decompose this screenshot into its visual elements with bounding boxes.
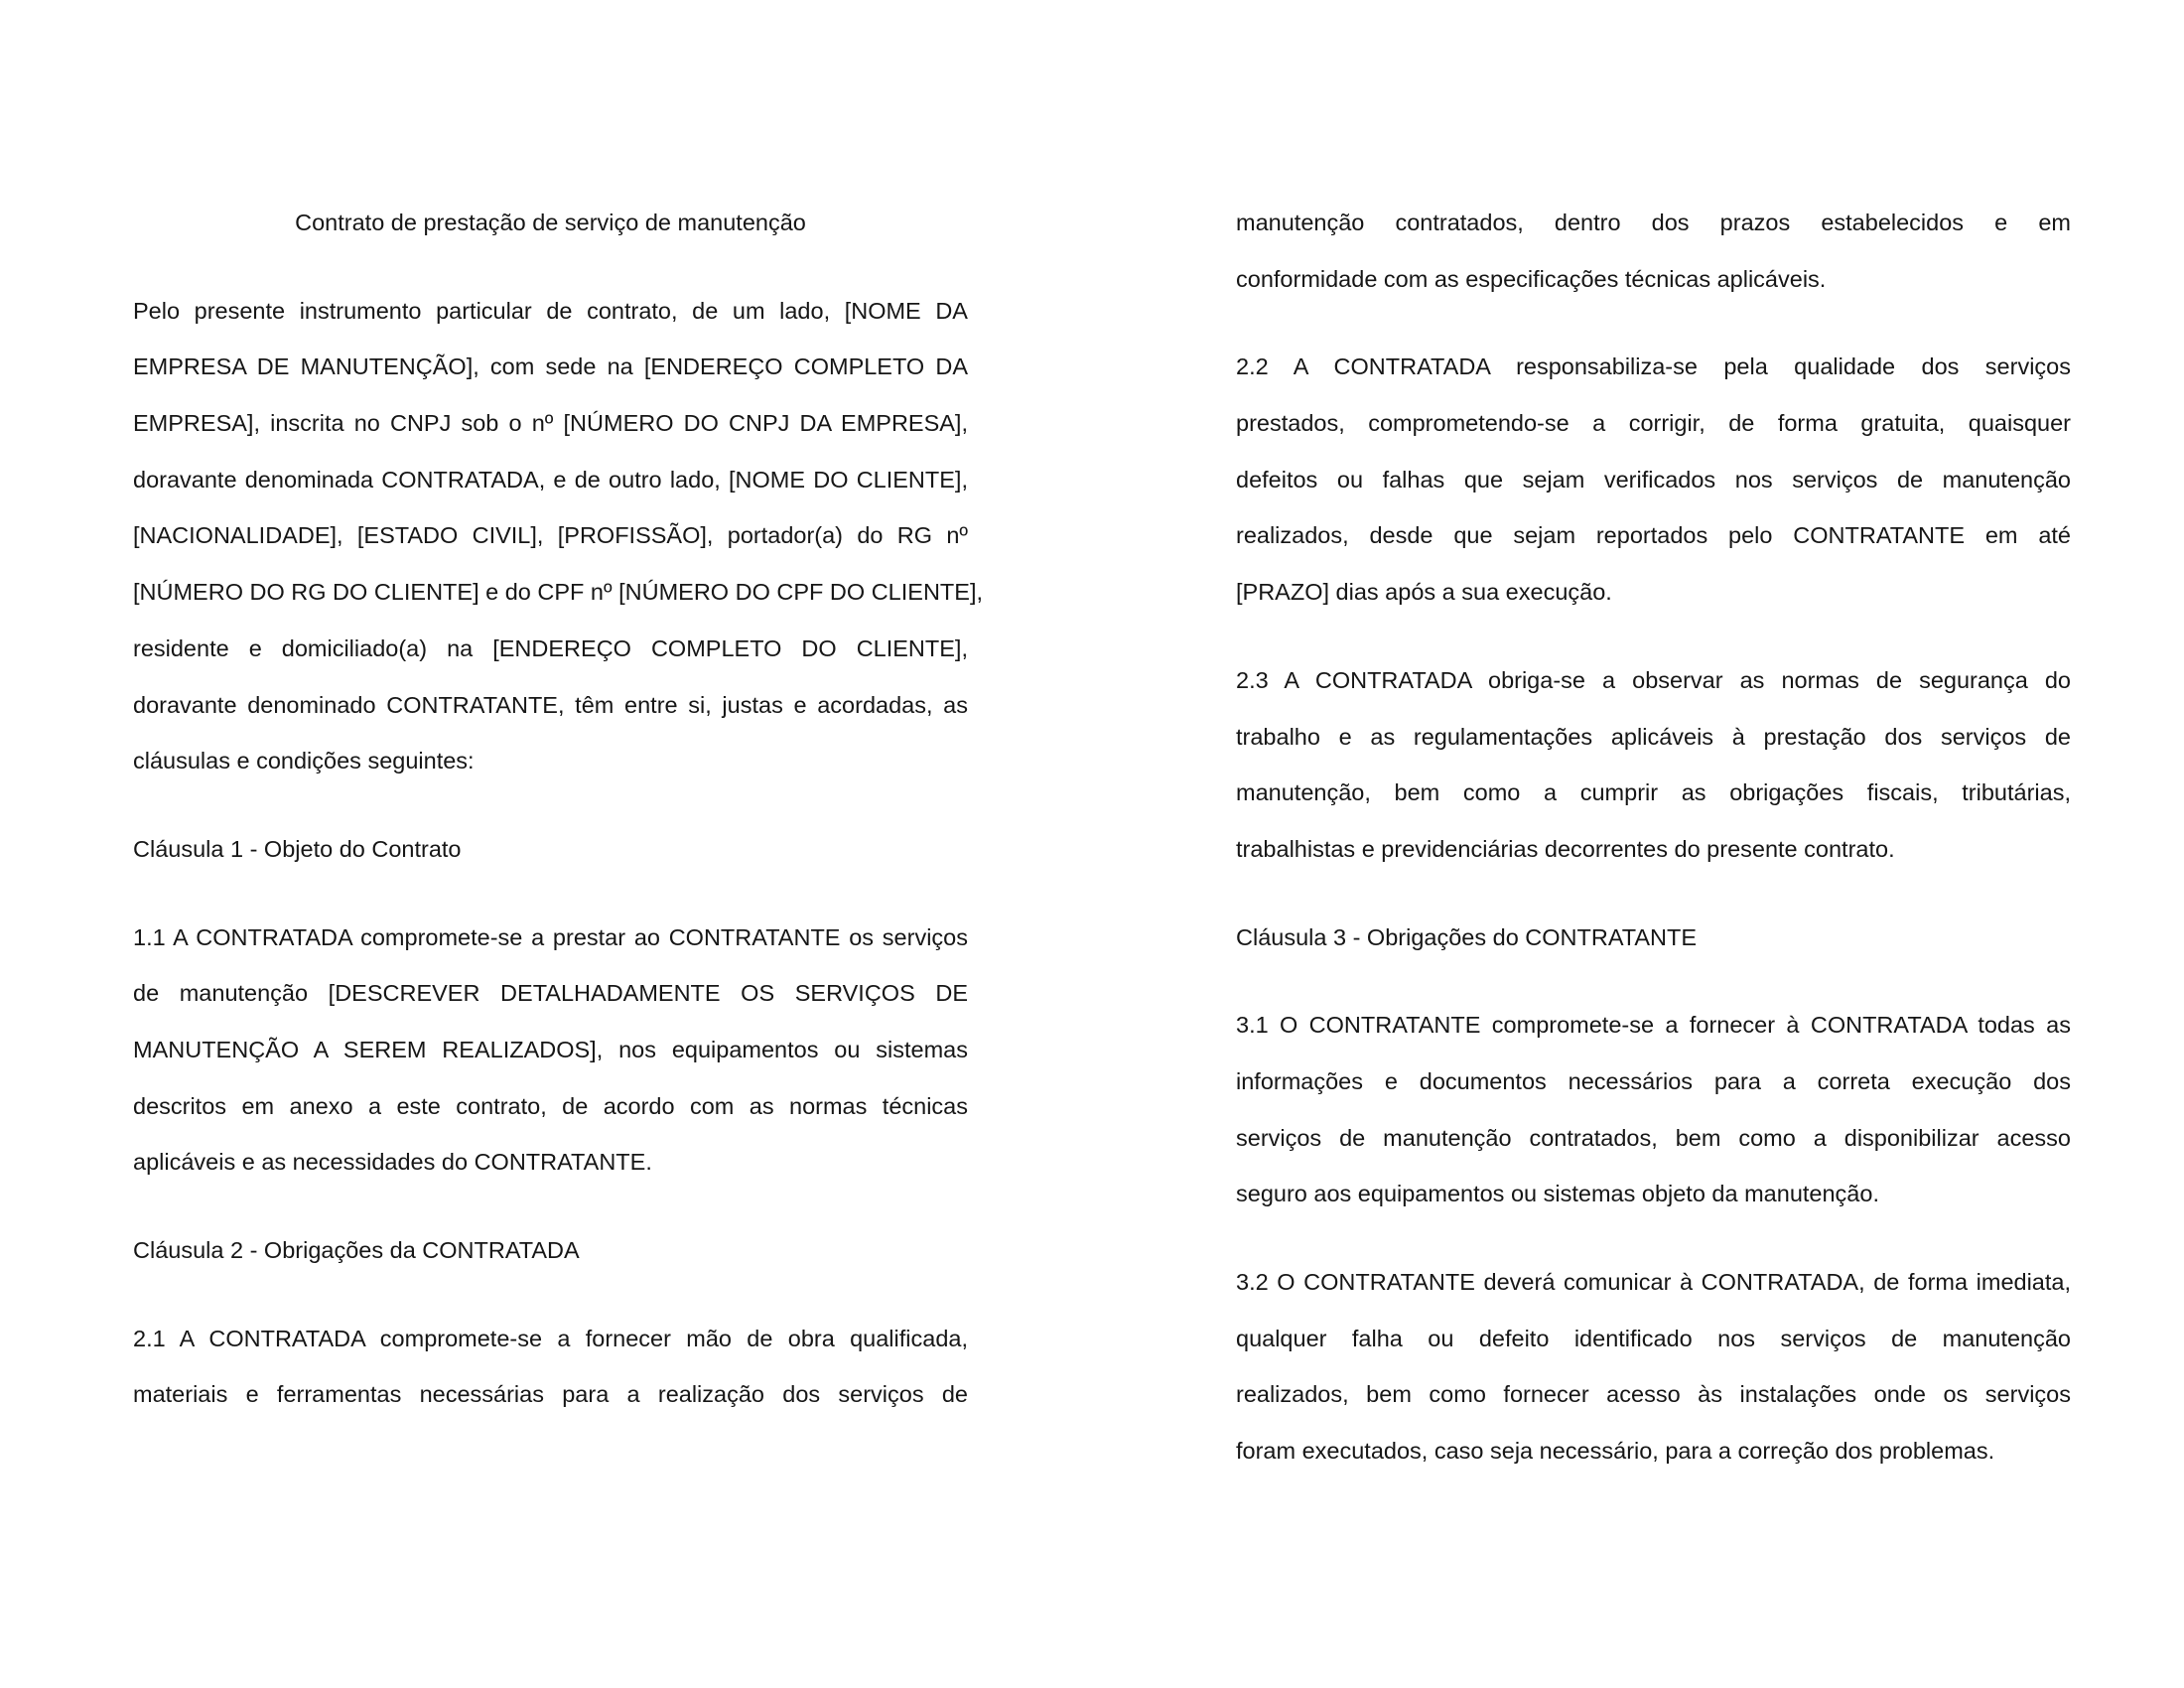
paragraph	[1236, 652, 2071, 878]
text-line: trabalho e as regulamentações aplicáveis à prestação dos serviços de	[1236, 723, 2071, 750]
text-line: EMPRESA], inscrita no CNPJ sob o nº [NÚMERO DO CNPJ DA EMPRESA],	[133, 410, 968, 437]
text-line: Pelo presente instrumento particular de contrato, de um lado, [NOME DA	[133, 297, 968, 324]
paragraph	[1236, 339, 2071, 620]
text-line: materiais e ferramentas necessárias para a realização dos serviços de	[133, 1381, 968, 1408]
text-line: realizados, bem como fornecer acesso às instalações onde os serviços	[1236, 1381, 2071, 1408]
text-line: aplicáveis e as necessidades do CONTRATANTE.	[133, 1149, 652, 1176]
text-line: [NACIONALIDADE], [ESTADO CIVIL], [PROFISSÃO], portador(a) do RG nº	[133, 522, 968, 549]
text-line: residente e domiciliado(a) na [ENDEREÇO COMPLETO DO CLIENTE],	[133, 634, 968, 661]
text-line: 2.1 A CONTRATADA compromete-se a fornecer mão de obra qualificada,	[133, 1325, 968, 1351]
text-line: de manutenção [DESCREVER DETALHADAMENTE OS SERVIÇOS DE	[133, 980, 968, 1007]
paragraph	[1236, 195, 2071, 307]
text-line: realizados, desde que sejam reportados pelo CONTRATANTE em até	[1236, 522, 2071, 549]
text-line: [NÚMERO DO RG DO CLIENTE] e do CPF nº [NÚMERO DO CPF DO CLIENTE],	[133, 579, 984, 606]
text-line: conformidade com as especificações técnicas aplicáveis.	[1236, 265, 1827, 292]
text-line: 2.3 A CONTRATADA obriga-se a observar as normas de segurança do	[1236, 666, 2071, 693]
text-line: prestados, comprometendo-se a corrigir, de forma gratuita, quaisquer	[1236, 410, 2071, 437]
text-line: 2.2 A CONTRATADA responsabiliza-se pela qualidade dos serviços	[1236, 353, 2071, 380]
paragraph	[133, 910, 968, 1191]
document-title: Contrato de prestação de serviço de manutenção	[295, 210, 806, 235]
clause-heading	[133, 1222, 968, 1279]
clause-heading	[133, 821, 968, 878]
text-line: Cláusula 1 - Objeto do Contrato	[133, 835, 462, 862]
text-line: manutenção, bem como a cumprir as obrigações fiscais, tributárias,	[1236, 779, 2071, 806]
text-line: EMPRESA DE MANUTENÇÃO], com sede na [ENDEREÇO COMPLETO DA	[133, 353, 968, 380]
text-line: manutenção contratados, dentro dos prazos estabelecidos e em	[1236, 210, 2071, 235]
paragraph	[133, 283, 984, 789]
text-line: seguro aos equipamentos ou sistemas objeto da manutenção.	[1236, 1181, 1879, 1207]
text-line: Cláusula 3 - Obrigações do CONTRATANTE	[1236, 923, 1698, 950]
text-line: 3.2 O CONTRATANTE deverá comunicar à CONTRATADA, de forma imediata,	[1236, 1269, 2071, 1295]
text-line: doravante denominado CONTRATANTE, têm entre si, justas e acordadas, as	[133, 691, 968, 718]
clause-heading	[1236, 910, 2071, 966]
left-column	[133, 195, 984, 1455]
text-line: trabalhistas e previdenciárias decorrentes do presente contrato.	[1236, 835, 1895, 862]
text-line: descritos em anexo a este contrato, de acordo com as normas técnicas	[133, 1092, 968, 1119]
text-line: serviços de manutenção contratados, bem como a disponibilizar acesso	[1236, 1124, 2071, 1151]
text-line: qualquer falha ou defeito identificado nos serviços de manutenção	[1236, 1325, 2071, 1351]
text-line: MANUTENÇÃO A SEREM REALIZADOS], nos equipamentos ou sistemas	[133, 1036, 968, 1062]
paragraph	[1236, 1254, 2071, 1479]
text-line: informações e documentos necessários para a correta execução dos	[1236, 1067, 2071, 1094]
text-line: doravante denominada CONTRATADA, e de outro lado, [NOME DO CLIENTE],	[133, 466, 968, 492]
paragraph	[133, 1311, 968, 1423]
right-column	[1236, 195, 2071, 1511]
text-line: 3.1 O CONTRATANTE compromete-se a fornecer à CONTRATADA todas as	[1236, 1012, 2071, 1039]
text-line: foram executados, caso seja necessário, para a correção dos problemas.	[1236, 1438, 1995, 1465]
text-line: [PRAZO] dias após a sua execução.	[1236, 579, 1612, 606]
text-line: 1.1 A CONTRATADA compromete-se a prestar ao CONTRATANTE os serviços	[133, 923, 968, 950]
text-line: cláusulas e condições seguintes:	[133, 748, 475, 774]
text-line: Cláusula 2 - Obrigações da CONTRATADA	[133, 1237, 580, 1263]
paragraph	[1236, 997, 2071, 1222]
text-line: defeitos ou falhas que sejam verificados nos serviços de manutenção	[1236, 466, 2071, 492]
document-title-block	[133, 195, 968, 251]
